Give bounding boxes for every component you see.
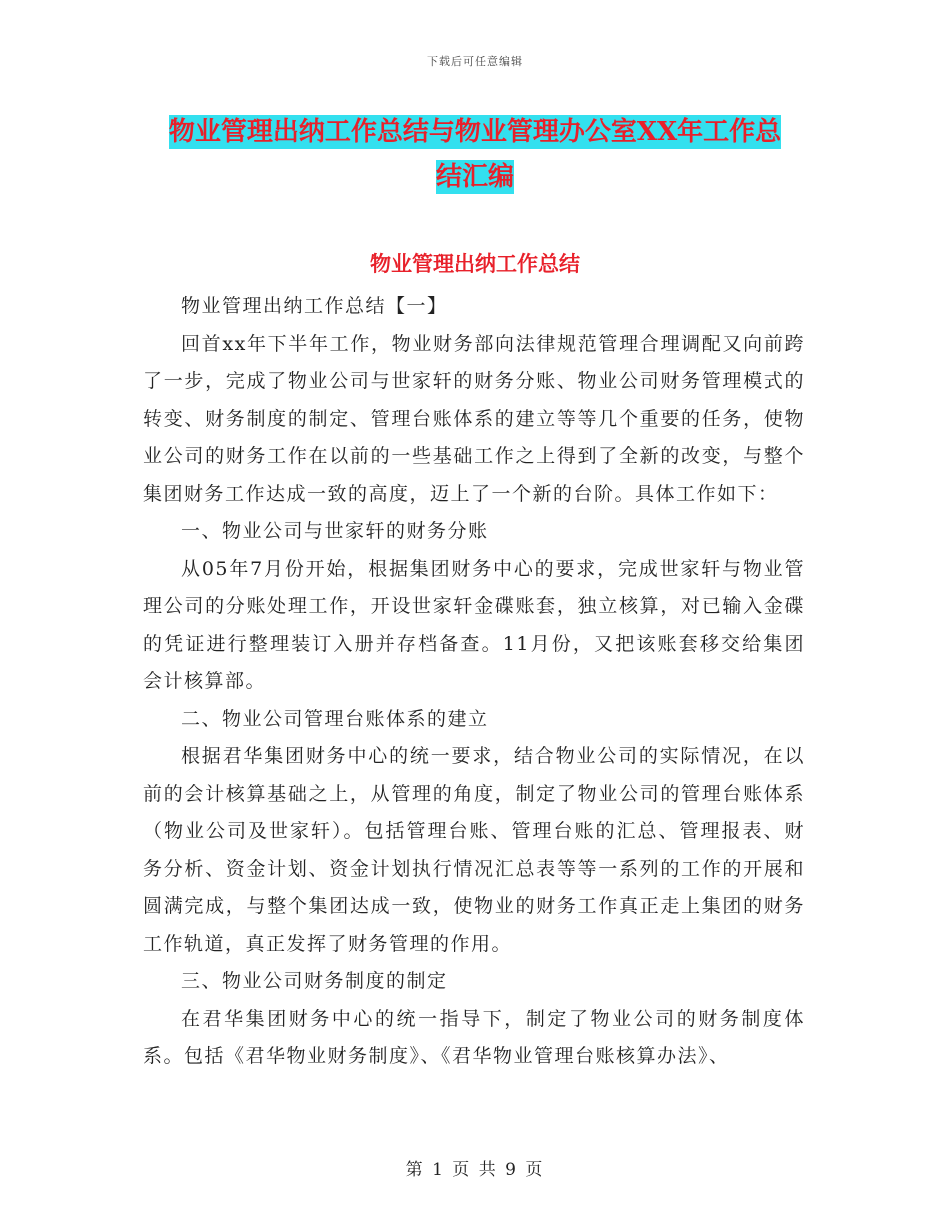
section-title: 物业管理出纳工作总结 (370, 251, 580, 276)
paragraph-section-2: 根据君华集团财务中心的统一要求，结合物业公司的实际情况，在以前的会计核算基础之上，从管理的角度，制定了物业公司的管理台账体系（物业公司及世家轩）。包括管理台账、管理台账的汇总、管理报表、财务分析、资金计划、资金计划执行情况汇总表等等一系列的工作的开展和圆满完成，与整个集团达成一致，使物业的财务工作真正走上集团的财务工作轨道，真正发挥了财务管理的作用。 (143, 745, 805, 955)
page-number-footer: 第 1 页 共 9 页 (405, 1160, 545, 1180)
paragraph-section-1: 从05年7月份开始，根据集团财务中心的要求，完成世家轩与物业管理公司的分账处理工作，开设世家轩金碟账套，独立核算，对已输入金碟的凭证进行整理装订入册并存档备查。11月份，又把该账套移交给集团会计核算部。 (143, 557, 805, 692)
header-note: 下载后可任意编辑 (427, 55, 523, 68)
intro-paragraph: 回首xx年下半年工作，物业财务部向法律规范管理合理调配又向前跨了一步，完成了物业公司与世家轩的财务分账、物业公司财务管理模式的转变、财务制度的制定、管理台账体系的建立等等几个重要的任务，使物业公司的财务工作在以前的一些基础工作之上得到了全新的改变，与整个集团财务工作达成一致的高度，迈上了一个新的台阶。具体工作如下： (143, 332, 805, 505)
document-body (143, 288, 805, 1076)
subheading-part-one: 物业管理出纳工作总结【一】 (181, 295, 448, 317)
subheading-section-3: 三、物业公司财务制度的制定 (181, 970, 448, 992)
document-title-line-1: 物业管理出纳工作总结与物业管理办公室XX年工作总 (168, 117, 782, 147)
paragraph-section-3: 在君华集团财务中心的统一指导下，制定了物业公司的财务制度体系。包括《君华物业财务制度》、《君华物业管理台账核算办法》、 (143, 1007, 805, 1067)
subheading-section-1: 一、物业公司与世家轩的财务分账 (181, 520, 489, 542)
document-title (140, 110, 810, 200)
subheading-section-2: 二、物业公司管理台账体系的建立 (181, 707, 489, 730)
document-title-line-2: 结汇编 (435, 162, 514, 192)
